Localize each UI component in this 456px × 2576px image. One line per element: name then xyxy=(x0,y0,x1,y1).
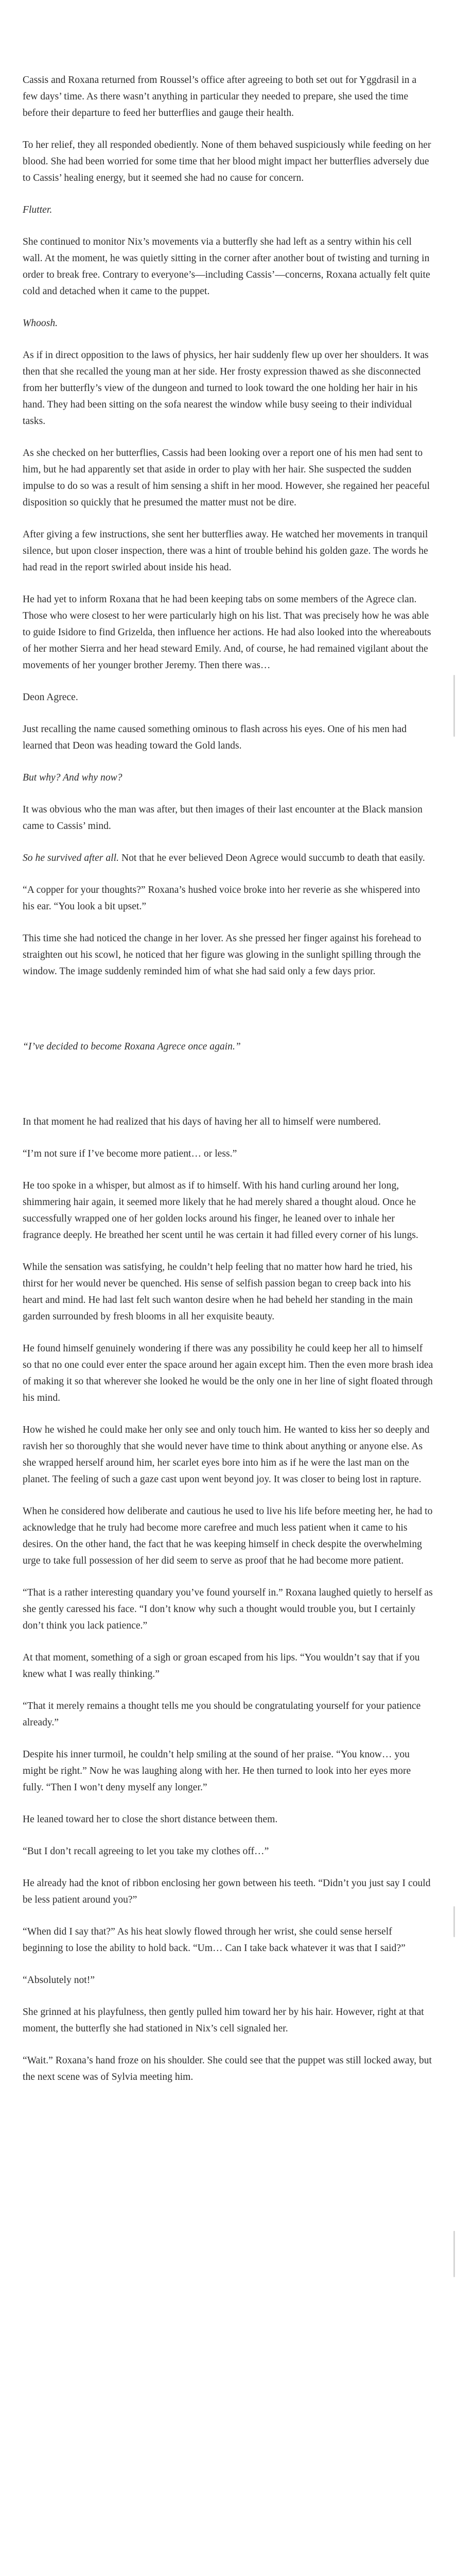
inner-thought: But why? And why now? xyxy=(23,772,122,783)
flashback-quote: “I’ve decided to become Roxana Agrece once again.” xyxy=(23,1041,241,1052)
scroll-indicator[interactable] xyxy=(453,2231,455,2277)
paragraph: Just recalling the name caused something ominous to flash across his eyes. One of his men had learned that Deon was heading toward the Gold lands. xyxy=(23,724,407,751)
scroll-indicator[interactable] xyxy=(453,1906,455,1937)
paragraph: Deon Agrece. xyxy=(23,692,78,703)
paragraph: This time she had noticed the change in her lover. As she pressed her finger against his forehead to straighten out his scowl, he noticed that her figure was glowing in the sunlight spilling through the window. The image suddenly reminded him of what she had said only a few days prior. xyxy=(23,933,422,977)
paragraph: It was obvious who the man was after, but then images of their last encounter at the Black mansion came to Cassis’ mind. xyxy=(23,804,423,832)
scene-break xyxy=(23,995,433,1039)
sound-effect: Whoosh. xyxy=(23,318,58,329)
paragraph: “A copper for your thoughts?” Roxana’s hushed voice broke into her reverie as she whispered into his ear. “You look a bit upset.” xyxy=(23,885,420,912)
scroll-indicator[interactable] xyxy=(453,675,455,737)
paragraph: She grinned at his playfulness, then gently pulled him toward her by his hair. However, right at that moment, the butterfly she had stationed in Nix’s cell signaled her. xyxy=(23,2007,424,2034)
paragraph: He had yet to inform Roxana that he had been keeping tabs on some members of the Agrece clan. Those who were closest to her were particularly high on his list. That was precisely how he was able to guide Isidore to find Grizelda, then influence her actions. He had also looked into the whereabouts of her mother Sierra and her head steward Emily. And, of course, he had remained vigilant about the movements of her younger brother Jeremy. Then there was… xyxy=(23,594,431,671)
scene-break xyxy=(23,1071,433,1114)
paragraph: Cassis and Roxana returned from Roussel’s office after agreeing to both set out for Yggdrasil in a few days’ time. As there wasn’t anything in particular they needed to prepare, she used the time before their departure to feed her butterflies and gauge their health. xyxy=(23,75,417,118)
paragraph: “That is a rather interesting quandary you’ve found yourself in.” Roxana laughed quietly to herself as she gently caressed his face. “I don’t know why such a thought would trouble you, but I certainly don’t think you lack patience.” xyxy=(23,1587,433,1631)
paragraph: He found himself genuinely wondering if there was any possibility he could keep her all to himself so that no one could ever enter the space around her again except him. Then the even more brash idea of making it so that wherever she looked he would be the only one in her line of sight floated through his mind. xyxy=(23,1343,433,1403)
sound-effect: Flutter. xyxy=(23,205,52,215)
paragraph: Despite his inner turmoil, he couldn’t help smiling at the sound of her praise. “You know… you might be right.” Now he was laughing along with her. He then turned to look into her eyes more fully. “Then I won’t deny myself any longer.” xyxy=(23,1749,411,1793)
paragraph: “That it merely remains a thought tells me you should be congratulating yourself for your patience already.” xyxy=(23,1701,421,1728)
inner-thought-lead: So he survived after all. xyxy=(23,853,119,863)
paragraph: To her relief, they all responded obediently. None of them behaved suspiciously while feeding on her blood. She had been worried for some time that her blood might impact her butterflies adversely due to Cassis’ healing energy, but it seemed she had no cause for concern. xyxy=(23,140,431,183)
paragraph: He too spoke in a whisper, but almost as if to himself. With his hand curling around her long, shimmering hair again, it seemed more likely that he had merely shared a thought aloud. Once he successfully wrapped one of her golden locks around his finger, he leaned over to inhale her fragrance deeply. He breathed her scent until he was certain it had filled every corner of his lungs. xyxy=(23,1180,418,1241)
paragraph: “Absolutely not!” xyxy=(23,1975,95,1986)
paragraph: He leaned toward her to close the short distance between them. xyxy=(23,1814,278,1825)
paragraph: “But I don’t recall agreeing to let you take my clothes off…” xyxy=(23,1846,269,1857)
paragraph: In that moment he had realized that his days of having her all to himself were numbered. xyxy=(23,1116,381,1127)
paragraph: “I’m not sure if I’ve become more patient… or less.” xyxy=(23,1148,237,1159)
paragraph: “Wait.” Roxana’s hand froze on his shoulder. She could see that the puppet was still locked away, but the next scene was of Sylvia meeting him. xyxy=(23,2055,432,2082)
paragraph: As she checked on her butterflies, Cassis had been looking over a report one of his men had sent to him, but he had apparently set that aside in order to play with her hair. She suspected the sudden impulse to do so was a result of him sensing a shift in her mood. However, she regained her peaceful disposition so quickly that he presumed the matter must not be dire. xyxy=(23,448,430,508)
paragraph: At that moment, something of a sigh or groan escaped from his lips. “You wouldn’t say that if you knew what I was really thinking.” xyxy=(23,1652,420,1680)
paragraph: So he survived after all. Not that he ever believed Deon Agrece would succumb to death that easily. xyxy=(23,853,425,863)
paragraph: How he wished he could make her only see and only touch him. He wanted to kiss her so deeply and ravish her so thoroughly that she would never have time to think about anything or anyone else. As she wrapped herself around him, her scarlet eyes bore into him as if he were the last man on the planet. The feeling of such a gaze cast upon went beyond joy. It was closer to being lost in rapture. xyxy=(23,1425,430,1485)
paragraph: He already had the knot of ribbon enclosing her gown between his teeth. “Didn’t you just say I could be less patient around you?” xyxy=(23,1878,431,1905)
chapter-body xyxy=(23,72,433,2101)
paragraph: She continued to monitor Nix’s movements via a butterfly she had left as a sentry within his cell wall. At the moment, he was quietly sitting in the corner after another bout of twisting and turning in order to break free. Contrary to everyone’s—including Cassis’—concerns, Roxana actually felt quite cold and detached when it came to the puppet. xyxy=(23,236,430,297)
paragraph: After giving a few instructions, she sent her butterflies away. He watched her movements in tranquil silence, but upon closer inspection, there was a hint of trouble behind his golden gaze. The words he had read in the report swirled about inside his head. xyxy=(23,529,428,573)
paragraph: When he considered how deliberate and cautious he used to live his life before meeting her, he had to acknowledge that he truly had become more carefree and much less patient when it came to his desires. On the other hand, the fact that he was keeping himself in check despite the overwhelming urge to take full possession of her did seem to serve as proof that he had become more patient. xyxy=(23,1506,433,1566)
paragraph: While the sensation was satisfying, he couldn’t help feeling that no matter how hard he tried, his thirst for her would never be quenched. His sense of selfish passion began to creep back into his heart and mind. He had last felt such wanton desire when he had beheld her standing in the main garden surrounded by fresh blooms in all her exquisite beauty. xyxy=(23,1262,413,1322)
paragraph: As if in direct opposition to the laws of physics, her hair suddenly flew up over her shoulders. It was then that she recalled the young man at her side. Her frosty expression thawed as she disconnected from her butterfly’s view of the dungeon and turned to look toward the one holding her hair in his hand. They had been sitting on the sofa nearest the window while busy seeing to their individual tasks. xyxy=(23,350,429,427)
paragraph: “When did I say that?” As his heat slowly flowed through her wrist, she could sense herself beginning to lose the ability to hold back. “Um… Can I take back whatever it was that I said?” xyxy=(23,1926,406,1954)
